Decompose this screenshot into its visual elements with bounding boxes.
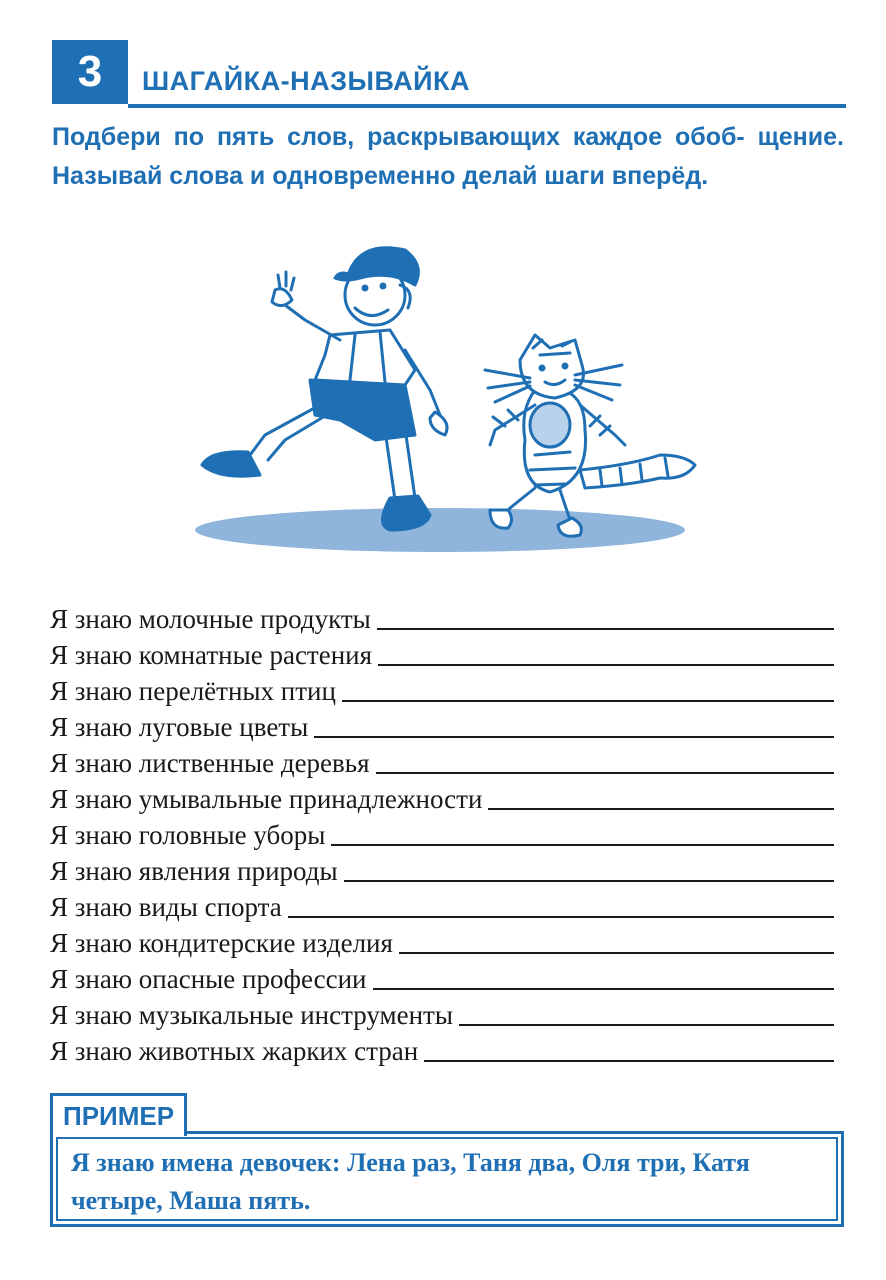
- answer-line: [50, 742, 834, 778]
- example-label: ПРИМЕР: [50, 1093, 187, 1136]
- answer-blank[interactable]: [288, 915, 834, 918]
- answer-line-prompt: Я знаю головные уборы: [50, 820, 326, 850]
- answer-line: [50, 598, 834, 634]
- ground-shadow: [195, 508, 685, 552]
- answer-blank[interactable]: [378, 663, 834, 666]
- answer-line: [50, 958, 834, 994]
- answer-line: [50, 1030, 834, 1066]
- example-section: [50, 1093, 844, 1228]
- answer-blank[interactable]: [342, 699, 834, 702]
- answer-blank[interactable]: [344, 879, 834, 882]
- answer-line: [50, 886, 834, 922]
- answer-line-prompt: Я знаю явления природы: [50, 856, 338, 886]
- answer-line-prompt: Я знаю умывальные принадлежности: [50, 784, 483, 814]
- answer-lines: [50, 598, 834, 1066]
- example-text: Я знаю имена девочек: Лена раз, Таня два, Оля три, Катя четыре, Маша пять.: [71, 1148, 750, 1215]
- exercise-number: 3: [52, 40, 128, 104]
- boy-figure: [202, 248, 447, 530]
- answer-line-prompt: Я знаю перелётных птиц: [50, 676, 336, 706]
- answer-line-prompt: Я знаю луговые цветы: [50, 712, 309, 742]
- answer-line: [50, 670, 834, 706]
- answer-line-prompt: Я знаю опасные профессии: [50, 964, 367, 994]
- boy-and-cat-illustration: [190, 230, 710, 560]
- answer-line-prompt: Я знаю молочные продукты: [50, 604, 371, 634]
- answer-blank[interactable]: [377, 627, 834, 630]
- answer-line: [50, 814, 834, 850]
- answer-blank[interactable]: [331, 843, 834, 846]
- answer-line: [50, 778, 834, 814]
- exercise-header: [52, 40, 846, 108]
- instructions: Подбери по пять слов, раскрывающих каждое обоб- щение. Называй слова и одновременно делай шаги вперёд.: [52, 123, 844, 190]
- answer-line: [50, 850, 834, 886]
- answer-line: [50, 706, 834, 742]
- answer-line: [50, 922, 834, 958]
- exercise-title: ШАГАЙКА-НАЗЫВАЙКА: [142, 66, 470, 96]
- answer-blank[interactable]: [399, 951, 834, 954]
- cat-figure: [485, 335, 695, 536]
- answer-line-prompt: Я знаю музыкальные инструменты: [50, 1000, 453, 1030]
- answer-line-prompt: Я знаю виды спорта: [50, 892, 282, 922]
- answer-line-prompt: Я знаю лиственные деревья: [50, 748, 370, 778]
- answer-line-prompt: Я знаю кондитерские изделия: [50, 928, 393, 958]
- answer-blank[interactable]: [373, 987, 835, 990]
- answer-blank[interactable]: [488, 807, 834, 810]
- answer-line-prompt: Я знаю комнатные растения: [50, 640, 373, 670]
- answer-line: [50, 634, 834, 670]
- header-rule: [128, 104, 846, 108]
- answer-blank[interactable]: [376, 771, 834, 774]
- answer-blank[interactable]: [424, 1059, 834, 1062]
- answer-line: [50, 994, 834, 1030]
- answer-line-prompt: Я знаю животных жарких стран: [50, 1036, 419, 1066]
- answer-blank[interactable]: [459, 1023, 834, 1026]
- example-box: [50, 1131, 844, 1227]
- answer-blank[interactable]: [314, 735, 834, 738]
